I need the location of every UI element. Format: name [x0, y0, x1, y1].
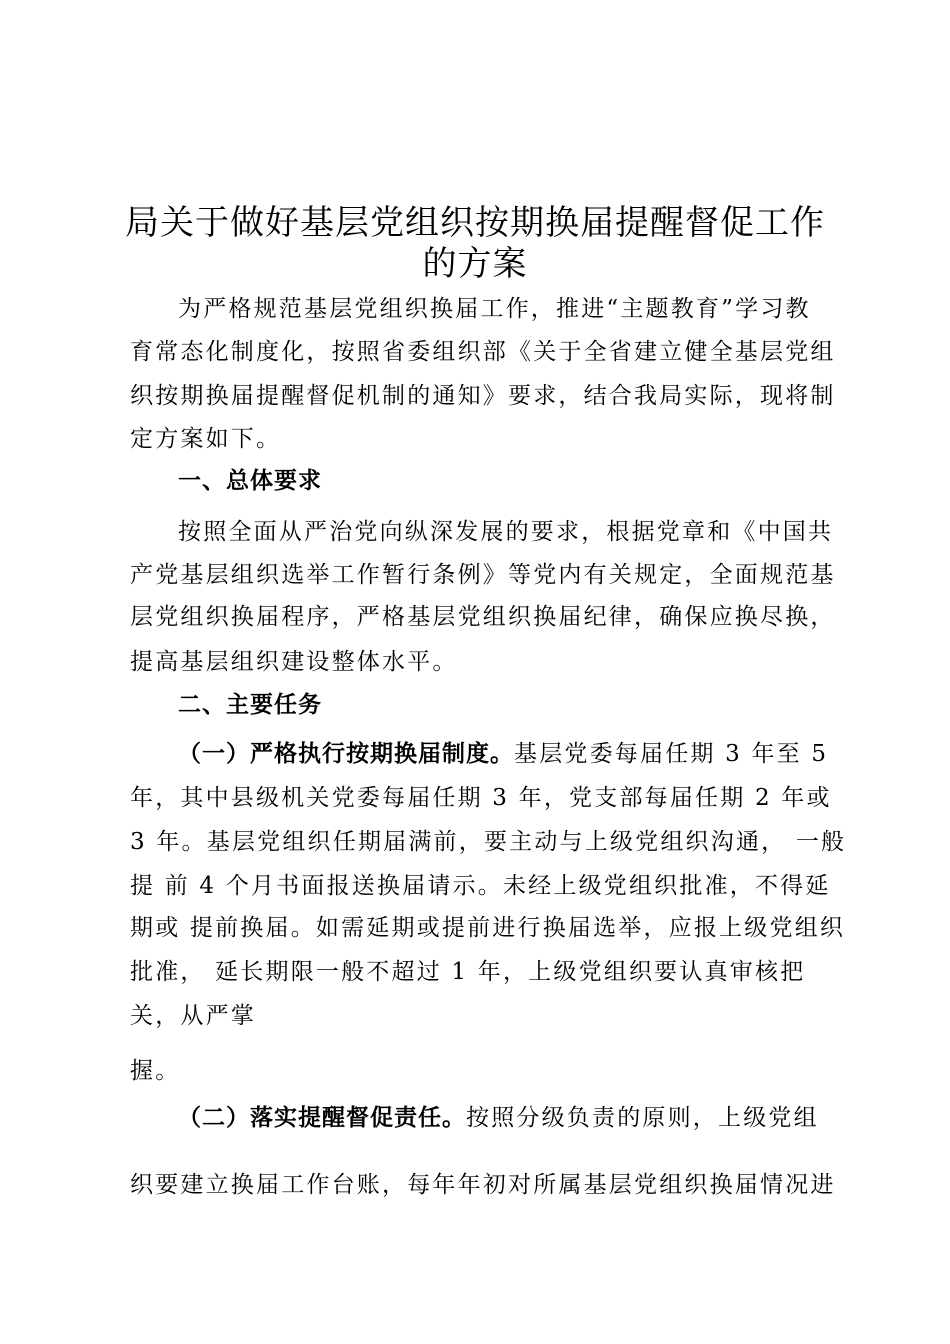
item-1-line: 关，从严掌	[130, 1003, 256, 1029]
item-2-first-line-text: 按照分级负责的原则，上级党组	[466, 1105, 819, 1131]
item-1-line: 期或 提前换届。如需延期或提前进行换届选举，应报上级党组织	[130, 915, 846, 941]
section-1-heading: 一、总体要求	[178, 468, 322, 494]
item-1-line: 年，其中县级机关党委每届任期 3 年，党支部每届任期 2 年或	[130, 785, 832, 811]
intro-line: 育常态化制度化，按照省委组织部《关于全省建立健全基层党组	[130, 339, 836, 365]
item-1-line: 提 前 4 个月书面报送换届请示。未经上级党组织批准，不得延	[130, 873, 831, 899]
section-1-line: 提高基层组织建设整体水平。	[130, 649, 458, 675]
section-1-line: 层党组织换届程序，严格基层党组织换届纪律，确保应换尽换，	[130, 604, 836, 630]
section-2-heading: 二、主要任务	[178, 692, 322, 718]
intro-line: 为严格规范基层党组织换届工作，推进“主题教育”学习教	[178, 296, 811, 322]
section-1-line: 产党基层组织选举工作暂行条例》等党内有关规定，全面规范基	[130, 562, 836, 588]
item-1-first-line	[178, 739, 828, 769]
item-1-first-line-text: 基层党委每届任期 3 年至 5	[514, 741, 829, 767]
item-1-line: 握。	[130, 1058, 181, 1084]
item-2-line: 织要建立换届工作台账，每年年初对所属基层党组织换届情况进	[130, 1172, 836, 1198]
item-1-label: （一）严格执行按期换届制度。	[178, 741, 514, 767]
item-2-label: （二）落实提醒督促责任。	[178, 1105, 466, 1131]
item-1-line: 批准， 延长期限一般不超过 1 年，上级党组织要认真审核把	[130, 959, 806, 985]
intro-line: 织按期换届提醒督促机制的通知》要求，结合我局实际，现将制	[130, 383, 836, 409]
item-2-first-line	[178, 1103, 819, 1133]
document-title-line-2: 的方案	[422, 244, 528, 284]
item-1-line: 3 年。基层党组织任期届满前，要主动与上级党组织沟通， 一般	[130, 829, 847, 855]
intro-line: 定方案如下。	[130, 426, 282, 452]
document-title-line-1: 局关于做好基层党组织按期换届提醒督促工作	[125, 203, 825, 243]
section-1-line: 按照全面从严治党向纵深发展的要求，根据党章和《中国共	[178, 519, 834, 545]
